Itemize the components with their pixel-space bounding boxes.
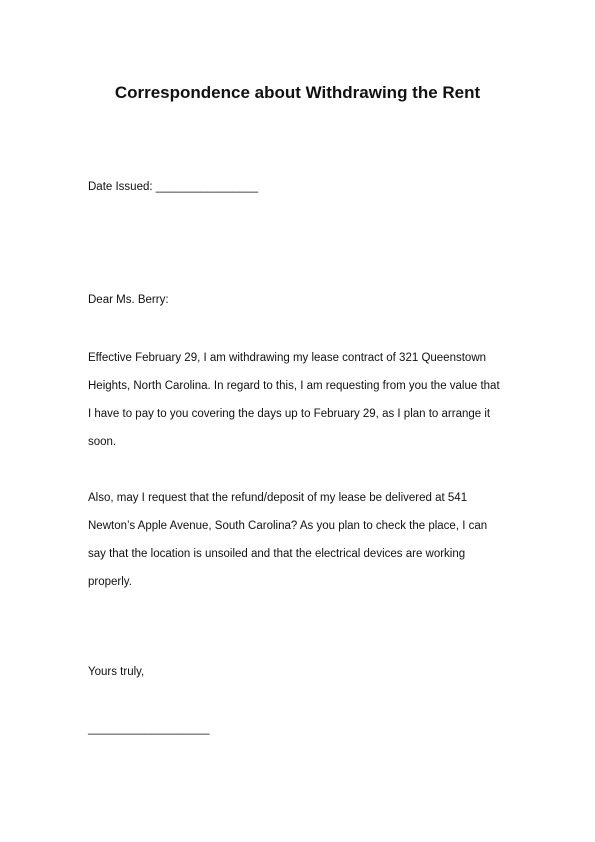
date-issued-line: Date Issued: ________________ (88, 181, 259, 193)
paragraph-2-line: Also, may I request that the refund/deposit of my lease be delivered at 541 (88, 492, 468, 504)
paragraph-1-line: I have to pay to you covering the days up to February 29, as I plan to arrange it (88, 408, 491, 420)
paragraph-1-line: Effective February 29, I am withdrawing my lease contract of 321 Queenstown (88, 352, 487, 364)
document-title: Correspondence about Withdrawing the Rent (114, 83, 481, 102)
paragraph-2-line: properly. (88, 576, 132, 588)
paragraph-1-line: Heights, North Carolina. In regard to this, I am requesting from you the value that (88, 380, 500, 392)
closing: Yours truly, (88, 666, 145, 678)
paragraph-1 (88, 344, 508, 456)
paragraph-1-line: soon. (88, 436, 117, 448)
paragraph-2-line: say that the location is unsoiled and that the electrical devices are working (88, 548, 466, 560)
salutation: Dear Ms. Berry: (88, 294, 169, 306)
paragraph-2 (88, 484, 508, 596)
signature-line: ___________________ (88, 723, 210, 735)
paragraph-2-line: Newton’s Apple Avenue, South Carolina? As you plan to check the place, I can (88, 520, 488, 532)
